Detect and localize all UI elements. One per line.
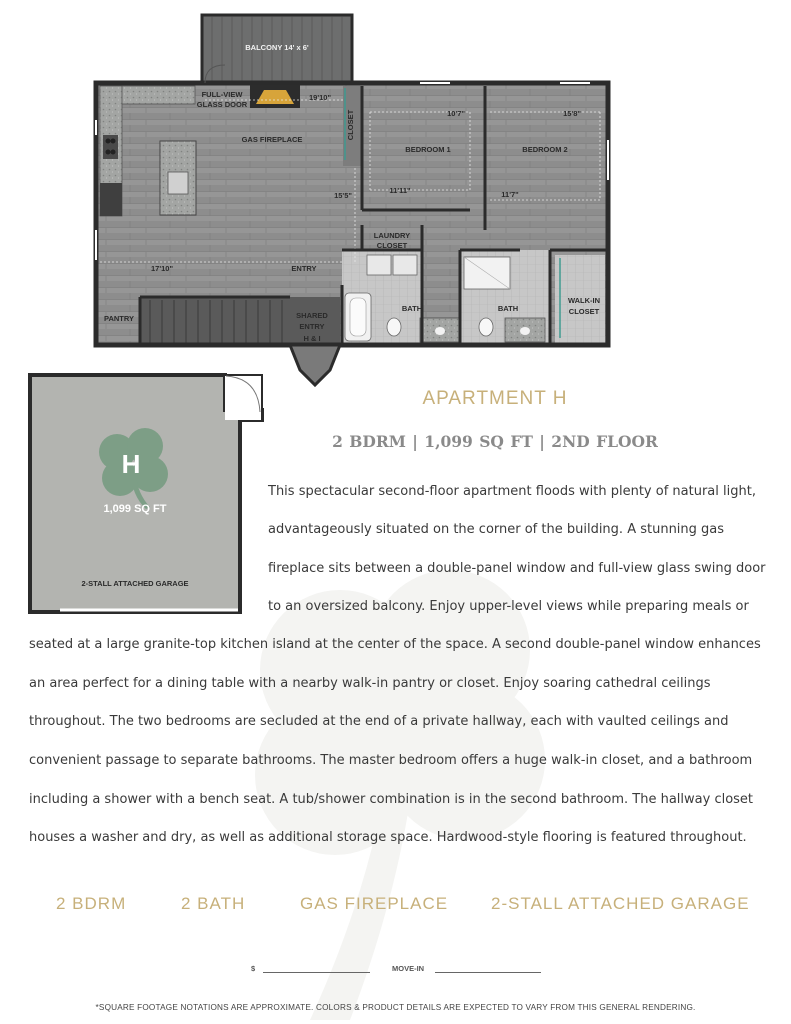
closet-label: CLOSET bbox=[346, 109, 355, 141]
shared-entry-label: SHARED bbox=[296, 311, 328, 320]
dim-bed2-top: 15'8" bbox=[563, 109, 581, 118]
glass-door-label: FULL-VIEW bbox=[201, 90, 243, 99]
pantry-label: PANTRY bbox=[104, 314, 134, 323]
feature-bath: 2 BATH bbox=[181, 894, 246, 913]
apartment-title: APARTMENT H bbox=[422, 388, 568, 409]
laundry-label: LAUNDRY bbox=[373, 231, 411, 240]
entry-label: ENTRY bbox=[291, 264, 317, 273]
description-line-4: to an oversized balcony. Enjoy upper-level views while preparing meals or bbox=[268, 599, 749, 614]
feature-garage: 2-STALL ATTACHED GARAGE bbox=[491, 894, 750, 913]
glass-door-label-2: GLASS DOOR bbox=[196, 100, 248, 109]
description-line-3: fireplace sits between a double-panel window and full-view glass swing door bbox=[268, 561, 766, 576]
dim-bed1-bottom: 11'11" bbox=[389, 186, 411, 195]
feature-fireplace: GAS FIREPLACE bbox=[300, 894, 449, 913]
walkin-closet-label: WALK-IN bbox=[567, 296, 601, 305]
apartment-subtitle: 2 BDRM | 1,099 SQ FT | 2ND FLOOR bbox=[332, 432, 658, 451]
clover-watermark-icon bbox=[250, 560, 550, 1020]
dim-living-width: 19'10" bbox=[308, 93, 332, 102]
dim-bed2-bottom: 11'7" bbox=[501, 190, 519, 199]
laundry-label-2: CLOSET bbox=[376, 241, 408, 250]
description-line-5: seated at a large granite-top kitchen island at the center of the space. A second double-panel window enhances bbox=[29, 637, 761, 652]
description-line-7: throughout. The two bedrooms are secluded at the end of a private hallway, each with vaulted ceilings and bbox=[29, 714, 729, 729]
garage-letter: H bbox=[121, 449, 141, 479]
move-in-label: MOVE-IN bbox=[392, 964, 425, 973]
description-line-2: advantageously situated on the corner of the building. A stunning gas bbox=[268, 522, 725, 537]
shared-entry-label-2: ENTRY bbox=[299, 322, 325, 331]
bath2-label: BATH bbox=[497, 304, 519, 313]
walkin-closet-label-2: CLOSET bbox=[568, 307, 600, 316]
garage-sqft: 1,099 SQ FT bbox=[103, 503, 167, 515]
price-label: $ bbox=[251, 964, 256, 973]
dim-living-depth: 15'5" bbox=[334, 191, 352, 200]
dim-kitchen-width: 17'10" bbox=[150, 264, 174, 273]
description-line-6: an area perfect for a dining table with a nearby walk-in pantry or closet. Enjoy soaring cathedral ceilings bbox=[29, 676, 711, 691]
price-line bbox=[263, 972, 370, 973]
description-line-9: including a shower with a bench seat. A tub/shower combination is in the second bathroom. The hallway closet bbox=[29, 792, 754, 807]
dim-bed1-top: 10'7" bbox=[447, 109, 465, 118]
bedroom1-label: BEDROOM 1 bbox=[405, 145, 451, 154]
feature-bdrm: 2 BDRM bbox=[56, 894, 127, 913]
garage-label: 2-STALL ATTACHED GARAGE bbox=[81, 579, 189, 588]
description-line-8: convenient passage to separate bathrooms. The master bedroom offers a huge walk-in closet, and a bathroom bbox=[29, 753, 753, 768]
gas-fireplace-label: GAS FIREPLACE bbox=[241, 135, 303, 144]
bedroom2-label: BEDROOM 2 bbox=[522, 145, 568, 154]
shared-entry-label-3: H & I bbox=[303, 334, 321, 343]
disclaimer: *SQUARE FOOTAGE NOTATIONS ARE APPROXIMATE. COLORS & PRODUCT DETAILS ARE EXPECTED TO VARY FROM THIS GENERAL RENDERING. bbox=[95, 1003, 696, 1012]
balcony-label: BALCONY 14' x 6' bbox=[245, 43, 309, 52]
move-in-line bbox=[435, 972, 541, 973]
description-line-1: This spectacular second-floor apartment floods with plenty of natural light, bbox=[268, 484, 756, 499]
bath1-label: BATH bbox=[401, 304, 423, 313]
description-line-10: houses a washer and dry, as well as additional storage space. Hardwood-style flooring is featured throughout. bbox=[29, 830, 747, 845]
